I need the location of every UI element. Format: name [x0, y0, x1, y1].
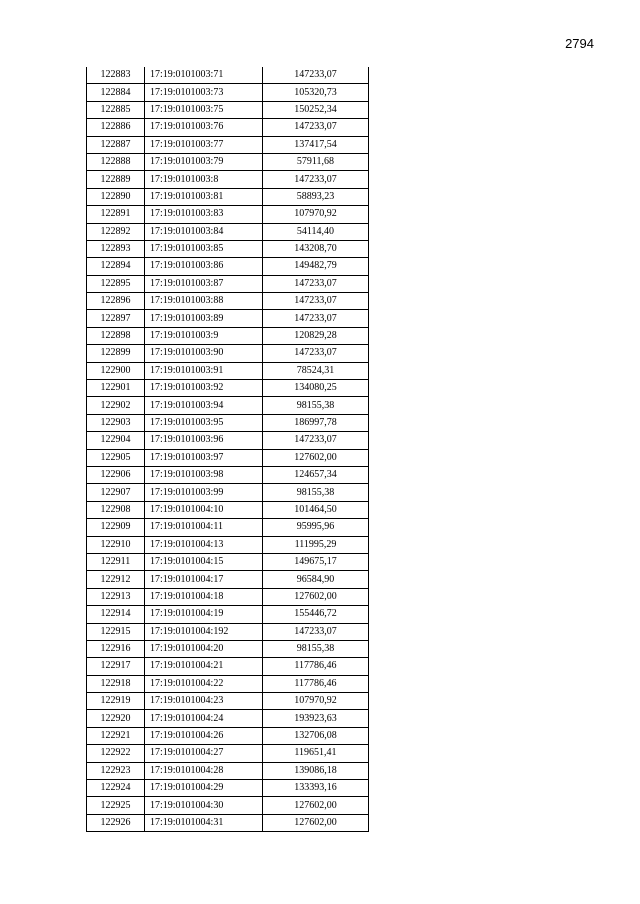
row-id-cell: 122905	[87, 449, 145, 466]
table-row	[87, 466, 369, 483]
table-row	[87, 258, 369, 275]
row-id-cell: 122908	[87, 501, 145, 518]
value-cell: 58893,23	[263, 188, 369, 205]
row-id-cell: 122903	[87, 414, 145, 431]
cadastral-number-cell: 17:19:0101003:79	[145, 153, 263, 170]
value-cell: 133393,16	[263, 780, 369, 797]
value-cell: 124657,34	[263, 466, 369, 483]
row-id-cell: 122912	[87, 571, 145, 588]
value-cell: 127602,00	[263, 814, 369, 831]
row-id-cell: 122914	[87, 606, 145, 623]
cadastral-number-cell: 17:19:0101003:88	[145, 293, 263, 310]
table-row	[87, 658, 369, 675]
table-row	[87, 588, 369, 605]
cadastral-number-cell: 17:19:0101003:76	[145, 119, 263, 136]
value-cell: 117786,46	[263, 658, 369, 675]
cadastral-number-cell: 17:19:0101003:73	[145, 84, 263, 101]
row-id-cell: 122924	[87, 780, 145, 797]
value-cell: 193923,63	[263, 710, 369, 727]
table-row	[87, 171, 369, 188]
row-id-cell: 122926	[87, 814, 145, 831]
row-id-cell: 122904	[87, 432, 145, 449]
value-cell: 137417,54	[263, 136, 369, 153]
table-row	[87, 536, 369, 553]
value-cell: 117786,46	[263, 675, 369, 692]
cadastral-number-cell: 17:19:0101003:96	[145, 432, 263, 449]
value-cell: 127602,00	[263, 588, 369, 605]
table-row	[87, 553, 369, 570]
table-row	[87, 814, 369, 831]
row-id-cell: 122910	[87, 536, 145, 553]
cadastral-number-cell: 17:19:0101004:21	[145, 658, 263, 675]
row-id-cell: 122892	[87, 223, 145, 240]
table-row	[87, 84, 369, 101]
value-cell: 107970,92	[263, 206, 369, 223]
value-cell: 111995,29	[263, 536, 369, 553]
cadastral-number-cell: 17:19:0101004:15	[145, 553, 263, 570]
table-row	[87, 449, 369, 466]
row-id-cell: 122893	[87, 240, 145, 257]
value-cell: 147233,07	[263, 432, 369, 449]
table-row	[87, 606, 369, 623]
cadastral-number-cell: 17:19:0101003:97	[145, 449, 263, 466]
cadastral-number-cell: 17:19:0101004:26	[145, 727, 263, 744]
value-cell: 147233,07	[263, 293, 369, 310]
cadastral-number-cell: 17:19:0101004:27	[145, 745, 263, 762]
table-row	[87, 693, 369, 710]
table-row	[87, 275, 369, 292]
row-id-cell: 122921	[87, 727, 145, 744]
value-cell: 54114,40	[263, 223, 369, 240]
value-cell: 119651,41	[263, 745, 369, 762]
table-row	[87, 240, 369, 257]
table-row	[87, 640, 369, 657]
value-cell: 147233,07	[263, 119, 369, 136]
value-cell: 143208,70	[263, 240, 369, 257]
row-id-cell: 122909	[87, 519, 145, 536]
value-cell: 57911,68	[263, 153, 369, 170]
row-id-cell: 122896	[87, 293, 145, 310]
table-row	[87, 206, 369, 223]
table-row	[87, 780, 369, 797]
cadastral-number-cell: 17:19:0101003:84	[145, 223, 263, 240]
table-row	[87, 484, 369, 501]
row-id-cell: 122906	[87, 466, 145, 483]
row-id-cell: 122911	[87, 553, 145, 570]
cadastral-value-table	[86, 67, 369, 832]
table-row	[87, 153, 369, 170]
value-cell: 147233,07	[263, 171, 369, 188]
table-row	[87, 675, 369, 692]
row-id-cell: 122894	[87, 258, 145, 275]
table-row	[87, 414, 369, 431]
cadastral-number-cell: 17:19:0101003:85	[145, 240, 263, 257]
value-cell: 107970,92	[263, 693, 369, 710]
value-cell: 120829,28	[263, 327, 369, 344]
table-row	[87, 380, 369, 397]
row-id-cell: 122907	[87, 484, 145, 501]
cadastral-number-cell: 17:19:0101004:192	[145, 623, 263, 640]
table-row	[87, 327, 369, 344]
cadastral-number-cell: 17:19:0101004:23	[145, 693, 263, 710]
cadastral-number-cell: 17:19:0101004:22	[145, 675, 263, 692]
row-id-cell: 122919	[87, 693, 145, 710]
table-row	[87, 223, 369, 240]
table-row	[87, 797, 369, 814]
cadastral-number-cell: 17:19:0101003:98	[145, 466, 263, 483]
table-row	[87, 188, 369, 205]
value-cell: 96584,90	[263, 571, 369, 588]
cadastral-number-cell: 17:19:0101003:9	[145, 327, 263, 344]
value-cell: 155446,72	[263, 606, 369, 623]
cadastral-number-cell: 17:19:0101004:17	[145, 571, 263, 588]
row-id-cell: 122888	[87, 153, 145, 170]
table-row	[87, 293, 369, 310]
row-id-cell: 122886	[87, 119, 145, 136]
row-id-cell: 122891	[87, 206, 145, 223]
table-row	[87, 762, 369, 779]
row-id-cell: 122901	[87, 380, 145, 397]
row-id-cell: 122884	[87, 84, 145, 101]
cadastral-number-cell: 17:19:0101004:20	[145, 640, 263, 657]
row-id-cell: 122915	[87, 623, 145, 640]
value-cell: 139086,18	[263, 762, 369, 779]
value-cell: 149675,17	[263, 553, 369, 570]
cadastral-number-cell: 17:19:0101003:75	[145, 101, 263, 118]
table-row	[87, 710, 369, 727]
value-cell: 98155,38	[263, 397, 369, 414]
table-row	[87, 136, 369, 153]
value-cell: 147233,07	[263, 310, 369, 327]
table-row	[87, 745, 369, 762]
row-id-cell: 122900	[87, 362, 145, 379]
page-number: 2794	[565, 36, 594, 51]
table-row	[87, 119, 369, 136]
table-row	[87, 362, 369, 379]
cadastral-number-cell: 17:19:0101003:99	[145, 484, 263, 501]
cadastral-number-cell: 17:19:0101003:83	[145, 206, 263, 223]
row-id-cell: 122897	[87, 310, 145, 327]
value-cell: 98155,38	[263, 484, 369, 501]
row-id-cell: 122895	[87, 275, 145, 292]
cadastral-number-cell: 17:19:0101003:71	[145, 67, 263, 84]
cadastral-number-cell: 17:19:0101004:13	[145, 536, 263, 553]
row-id-cell: 122922	[87, 745, 145, 762]
cadastral-number-cell: 17:19:0101004:10	[145, 501, 263, 518]
value-cell: 105320,73	[263, 84, 369, 101]
row-id-cell: 122913	[87, 588, 145, 605]
value-cell: 186997,78	[263, 414, 369, 431]
cadastral-number-cell: 17:19:0101004:31	[145, 814, 263, 831]
table-row	[87, 623, 369, 640]
cadastral-number-cell: 17:19:0101003:89	[145, 310, 263, 327]
cadastral-number-cell: 17:19:0101003:91	[145, 362, 263, 379]
table-row	[87, 519, 369, 536]
row-id-cell: 122916	[87, 640, 145, 657]
cadastral-number-cell: 17:19:0101004:19	[145, 606, 263, 623]
row-id-cell: 122920	[87, 710, 145, 727]
row-id-cell: 122917	[87, 658, 145, 675]
value-cell: 147233,07	[263, 623, 369, 640]
cadastral-number-cell: 17:19:0101003:94	[145, 397, 263, 414]
table-row	[87, 67, 369, 84]
table-row	[87, 727, 369, 744]
row-id-cell: 122898	[87, 327, 145, 344]
cadastral-number-cell: 17:19:0101003:8	[145, 171, 263, 188]
cadastral-number-cell: 17:19:0101003:87	[145, 275, 263, 292]
value-cell: 149482,79	[263, 258, 369, 275]
value-cell: 78524,31	[263, 362, 369, 379]
cadastral-number-cell: 17:19:0101004:29	[145, 780, 263, 797]
row-id-cell: 122885	[87, 101, 145, 118]
row-id-cell: 122925	[87, 797, 145, 814]
row-id-cell: 122890	[87, 188, 145, 205]
table-row	[87, 432, 369, 449]
value-cell: 95995,96	[263, 519, 369, 536]
table-row	[87, 101, 369, 118]
table-row	[87, 571, 369, 588]
cadastral-number-cell: 17:19:0101004:18	[145, 588, 263, 605]
value-cell: 147233,07	[263, 67, 369, 84]
value-cell: 101464,50	[263, 501, 369, 518]
table-row	[87, 501, 369, 518]
cadastral-number-cell: 17:19:0101004:30	[145, 797, 263, 814]
cadastral-number-cell: 17:19:0101003:92	[145, 380, 263, 397]
row-id-cell: 122883	[87, 67, 145, 84]
row-id-cell: 122889	[87, 171, 145, 188]
cadastral-number-cell: 17:19:0101003:77	[145, 136, 263, 153]
row-id-cell: 122923	[87, 762, 145, 779]
value-cell: 134080,25	[263, 380, 369, 397]
table-row	[87, 345, 369, 362]
cadastral-number-cell: 17:19:0101004:24	[145, 710, 263, 727]
value-cell: 150252,34	[263, 101, 369, 118]
cadastral-number-cell: 17:19:0101003:86	[145, 258, 263, 275]
table-row	[87, 310, 369, 327]
value-cell: 147233,07	[263, 275, 369, 292]
value-cell: 147233,07	[263, 345, 369, 362]
cadastral-number-cell: 17:19:0101003:81	[145, 188, 263, 205]
row-id-cell: 122918	[87, 675, 145, 692]
cadastral-number-cell: 17:19:0101003:90	[145, 345, 263, 362]
row-id-cell: 122899	[87, 345, 145, 362]
value-cell: 127602,00	[263, 797, 369, 814]
row-id-cell: 122887	[87, 136, 145, 153]
value-cell: 98155,38	[263, 640, 369, 657]
row-id-cell: 122902	[87, 397, 145, 414]
table-body	[87, 67, 369, 832]
table-row	[87, 397, 369, 414]
cadastral-number-cell: 17:19:0101004:11	[145, 519, 263, 536]
cadastral-number-cell: 17:19:0101003:95	[145, 414, 263, 431]
cadastral-number-cell: 17:19:0101004:28	[145, 762, 263, 779]
value-cell: 127602,00	[263, 449, 369, 466]
value-cell: 132706,08	[263, 727, 369, 744]
